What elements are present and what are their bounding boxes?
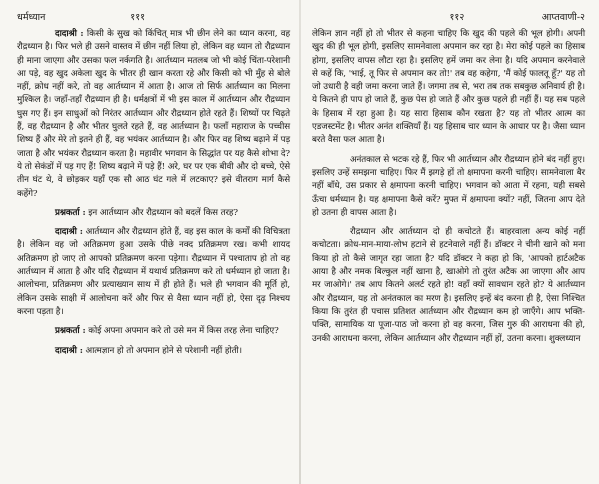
- right-page: [300, 0, 599, 484]
- paragraph-text: अनंतकाल से भटक रहे हैं, फिर भी आर्तध्यान और रौद्रध्यान होने बंद नहीं हुए। इसलिए उन्हें समझना चाहिए। फिर मैं झगड़े हों तो क्षमापना करनी चाहिए। सामनेवाला बैर नहीं बाँधे, उस प्रकार से क्षमापना करनी चाहिए। भगवान को आता में रहना, यही सबसे ऊँचा धर्मध्यान है। यह क्षमापना कैसे करें? मुफ्त में क्षमापना क्यों? नहीं, जितना आप देते हो उतना ही वापस आता है।: [312, 154, 585, 218]
- speaker-label: प्रश्नकर्ता :: [55, 326, 86, 337]
- paragraph-text: किसी के सुख को किंचित् मात्र भी छीन लेने का ध्यान करना, वह रौद्रध्यान है। फिर भले ही उसने वास्तव में छीन नहीं लिया हो, लेकिन वह ध्यान तो रौद्रध्यान ही माना जाएगा और उसका फल नर्कगति है। आर्तध्यान मतलब जो भी कोई चिंता-परेशानी आ पड़े, वह खुद अकेला खुद के भीतर ही खान करता रहे और किसी को भी मुँह से बोले नहीं, क्रोध नहीं करे, तो वह आर्तध्यान में आता है। आज तो सिर्फ आर्तध्यान का मिलना मुश्किल है। जहाँ-तहाँ रौद्रध्यान ही है। धर्मक्षत्रों में भी इस काल में आर्तध्यान और रौद्रध्यान घुस गए हैं। इन साधुओं को निरंतर आर्तध्यान और रौद्रध्यान होते रहते हैं। शिष्यों पर चिढ़ते हैं, वह रौद्रध्यान है और भीतर घुलते रहते हैं, वह आर्तध्यान है। फलाँ महाराज के पच्चीस शिष्य हैं और मेरे तो इतने ही हैं, वह भयंकर आर्तध्यान है। और फिर वह शिष्य बढ़ाने में पड़ जाता है और भयंकर रौद्रध्यान करता है। महावीर भगवान के सिद्धांत पर यह कैसे शोभा दे? ये तो सेकंडों में पड़ गए हैं! शिष्य बढ़ाने में पड़े हैं! अरे, घर पर एक बीवी और दो बच्चे, ऐसे तीन घंट थे, वे छोड़कर यहाँ एक सौ आठ घंट गले में लटकाए? इसे वीतराग मार्ग कैसे कहेंगे?: [17, 29, 290, 199]
- paragraph-text: इन आर्तध्यान और रौद्रध्यान को बदलें किस तरह?: [88, 207, 238, 218]
- paragraph: [17, 28, 290, 201]
- speaker-label: दादाश्री :: [55, 227, 83, 238]
- speaker-label: प्रश्नकर्ता :: [55, 207, 86, 218]
- paragraph: [312, 226, 585, 346]
- paragraph-text: आत्मज्ञान हो तो अपमान होने से परेशानी नहीं होती।: [85, 345, 242, 356]
- left-page-header: [17, 12, 290, 24]
- left-page-number: १११: [130, 12, 146, 23]
- paragraph: [17, 345, 290, 358]
- right-header-title: आप्तवाणी-२: [541, 12, 585, 23]
- left-page-body: [17, 28, 290, 358]
- right-page-body: [312, 28, 585, 346]
- paragraph-text: कोई अपना अपमान करे तो उसे मन में किस तरह लेना चाहिए?: [88, 326, 279, 337]
- paragraph-text: रौद्रध्यान और आर्तध्यान दो ही कचोटते हैं। बाहरवाला अन्य कोई नहीं कचोटता। क्रोध-मान-माया-लोभ हटाने से हटनेवाले नहीं हैं। डॉक्टर ने चीनी खाने को मना किया हो तो कैसे जागृत रहा जाता है? यदि डॉक्टर ने कहा हो कि, 'आपको हार्टअटैक आया है और नमक बिल्कुल नहीं खाना है, खाओगे तो तुरंत अटैक आ जाएगा और आप मर जाओगे।' तब आप कितने अलर्ट रहते हो! वहाँ क्यों सावधान रहते हो? ये आर्तध्यान और रौद्रध्यान, यह तो अनंतकाल का मरण है। इसलिए इन्हें बंद करना ही है, ऐसा निश्चित किया कि तुरंत ही पचास प्रतिशत आर्तध्यान और रौद्रध्यान कम हो जाएँगे। आप भक्ति-पक्ति, सामायिक या पूजा-पाठ जो करना हो वह करना, जिस गुरु की आराधना की हो, उनकी आराधना करना, लेकिन आर्तध्यान और रौद्रध्यान नहीं हों, उतना करना। शुक्लध्यान: [312, 227, 585, 344]
- right-page-header: [312, 12, 585, 24]
- left-header-title: धर्मध्यान: [17, 12, 46, 23]
- right-page-number: ११२: [449, 12, 465, 23]
- paragraph: [17, 226, 290, 319]
- speaker-label: दादाश्री :: [55, 345, 83, 356]
- paragraph: [312, 154, 585, 220]
- paragraph-text: लेकिन ज्ञान नहीं हो तो भीतर से कहना चाहिए कि खुद की पहले की भूल होगी। अपनी खुद की ही भूल होगी, इसलिए सामनेवाला अपमान कर रहा है। मेरा कोई पहले का हिसाब होगा, इसलिए वापस लौटा रहा है। इसलिए हमें जमा कर लेना है। यदि अपमान करनेवाले से कहें कि, 'भाई, तू फिर से अपमान कर तो!' तब वह कहेगा, 'मैं कोई फालतू हूँ?' यह तो जो उधारी है वही जमा करना जाते हैं। जगमा तब से, भरा तब तक सबकुछ अनिवार्य ही है। ये कितने ही पाप हो जाते हैं, कुछ पेस हो जाते हैं और कुछ पहले ही नहीं हैं। यह सब पहले के हिसाब में रहा हुआ है। यह सारा हिसाब कौन रखता है? यह तो भीतर आत्म का एडजस्टमेंट है। भीतर अनंत शक्तियाँ हैं। यह हिसाब चार ध्यान के आधार पर है। जैसा ध्यान बरते वैसा फल आता है।: [312, 29, 585, 146]
- speaker-label: दादाश्री :: [55, 29, 84, 39]
- paragraph: [312, 28, 585, 148]
- paragraph-text: आर्तध्यान और रौद्रध्यान होते हैं, वह इस काल के कर्मों की विचित्रता है। लेकिन वह जो अतिक्रमण हुआ उसके पीछे नक्द प्रतिक्रमण रख। कभी शायद अतिक्रमण हो जाए तो आपको प्रतिक्रमण करना पड़ेगा। रौद्रध्यान में पश्चाताप हो तो वह आर्तध्यान में आता है और यदि रौद्रध्यान में यथार्थ प्रतिक्रमण करे तो धर्मध्यान हो जाता है। आलोचना, प्रतिक्रमण और प्रत्याख्यान साथ में ही होते हैं। भले ही भगवान की मूर्ति हो, लेकिन उसके साक्षी में आलोचना करें और फिर से वैसा ध्यान नहीं हो, ऐसा दृढ़ निश्चय करना पड़ता है।: [17, 227, 290, 317]
- paragraph: [17, 207, 290, 220]
- paragraph: [17, 325, 290, 338]
